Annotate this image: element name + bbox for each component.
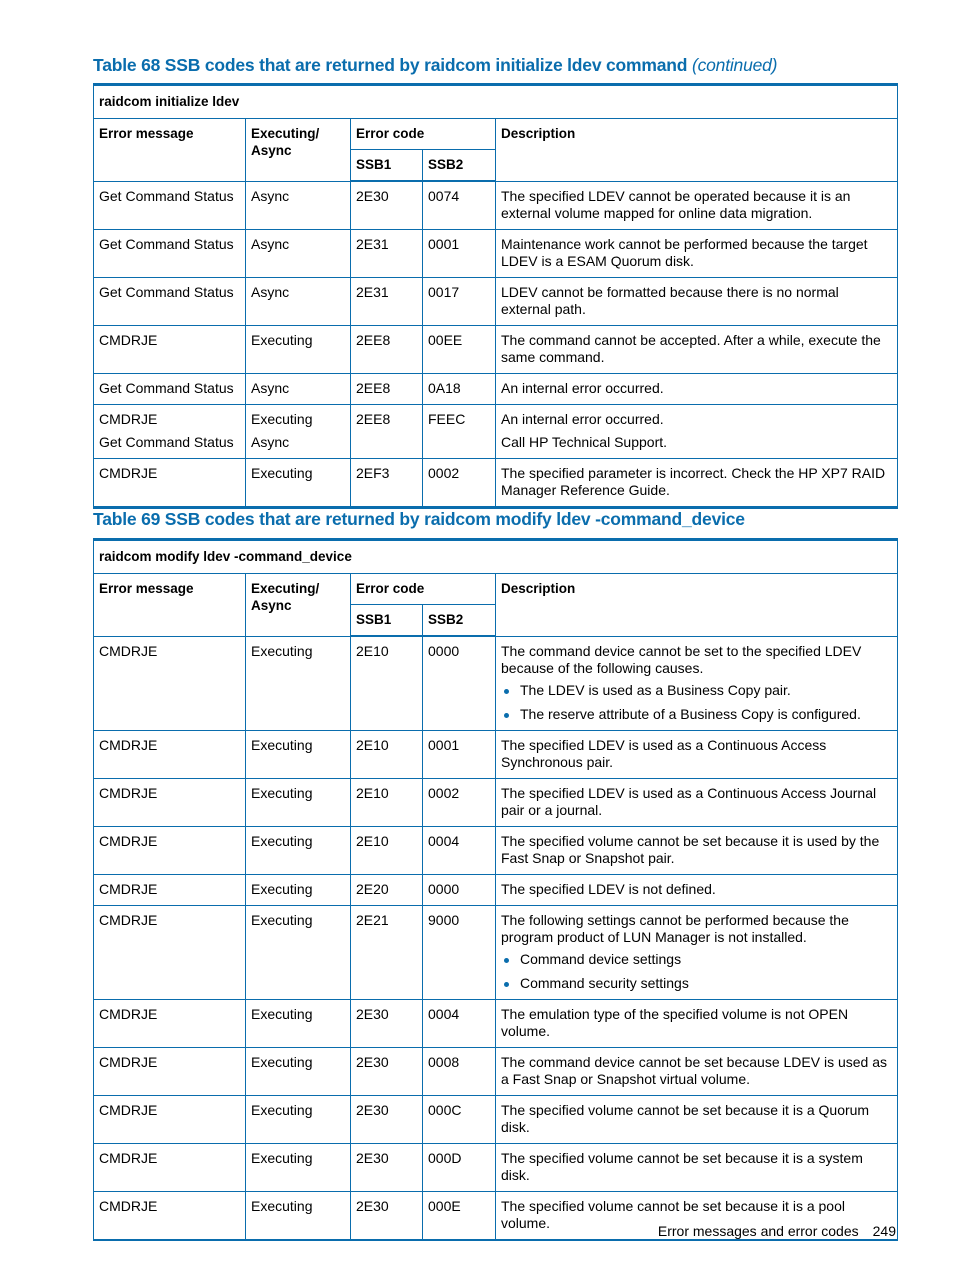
cell-error-message (94, 1191, 246, 1240)
cell-ssb1: 2E30 (351, 1095, 423, 1143)
executing-async-text: Executing (251, 464, 313, 481)
table-body (94, 636, 898, 1240)
table-command-title: raidcom modify ldev -command_device (94, 540, 898, 574)
description-text: An internal error occurred. (501, 379, 664, 396)
col-header-ssb2: SSB2 (423, 150, 496, 182)
cell-error-message (94, 181, 246, 229)
description-bullet: Command device settings (501, 951, 892, 968)
cell-executing-async (246, 404, 351, 458)
error-message-text: Get Command Status (99, 283, 234, 300)
cell-description (496, 1095, 898, 1143)
error-message-text: CMDRJE (99, 1197, 158, 1214)
page-footer (658, 1223, 896, 1239)
cell-error-message (94, 874, 246, 905)
description-text: The command device cannot be set because LDEV is used as a Fast Snap or Snapshot virtual volume. (501, 1053, 887, 1087)
cell-ssb1: 2E31 (351, 277, 423, 325)
executing-async-text: Async (251, 283, 290, 300)
cell-error-message (94, 1047, 246, 1095)
cell-error-message (94, 373, 246, 404)
cell-executing-async (246, 826, 351, 874)
table-row (94, 325, 898, 373)
error-message-text: CMDRJE (99, 410, 158, 427)
description-text: The specified volume cannot be set because it is a pool volume. (501, 1197, 845, 1231)
cell-ssb1: 2E31 (351, 229, 423, 277)
table-row (94, 874, 898, 905)
col-header-error-code: Error code (351, 574, 496, 605)
description-bullet: Command security settings (501, 975, 892, 992)
cell-description (496, 325, 898, 373)
cell-description (496, 999, 898, 1047)
executing-async-text: Executing (251, 911, 313, 928)
cell-error-message (94, 1143, 246, 1191)
executing-async-text: Executing (251, 331, 313, 348)
cell-ssb1: 2EE8 (351, 404, 423, 458)
error-message-text: CMDRJE (99, 784, 158, 801)
error-message-text: CMDRJE (99, 832, 158, 849)
cell-error-message (94, 826, 246, 874)
cell-ssb1: 2E30 (351, 1047, 423, 1095)
ssb-table-69 (93, 538, 898, 1241)
cell-ssb2: 0A18 (423, 373, 496, 404)
cell-executing-async (246, 181, 351, 229)
cell-error-message (94, 778, 246, 826)
description-bullet-list (501, 951, 892, 992)
cell-ssb2: 0001 (423, 229, 496, 277)
cell-ssb2: 000D (423, 1143, 496, 1191)
cell-ssb1: 2EE8 (351, 325, 423, 373)
cell-description (496, 373, 898, 404)
cell-ssb1: 2E30 (351, 999, 423, 1047)
cell-executing-async (246, 1143, 351, 1191)
table-body (94, 181, 898, 507)
table-row (94, 1047, 898, 1095)
description-text: An internal error occurred. (501, 410, 664, 427)
cell-executing-async (246, 874, 351, 905)
cell-ssb1: 2E10 (351, 778, 423, 826)
cell-description (496, 181, 898, 229)
table-row (94, 404, 898, 458)
executing-async-text: Executing (251, 1197, 313, 1214)
cell-ssb1: 2E30 (351, 1191, 423, 1240)
col-header-executing-async: Executing/ Async (246, 574, 351, 637)
cell-error-message (94, 999, 246, 1047)
cell-ssb2: 0074 (423, 181, 496, 229)
cell-ssb1: 2E10 (351, 636, 423, 730)
col-header-ssb1: SSB1 (351, 605, 423, 637)
cell-ssb2: 0001 (423, 730, 496, 778)
table-row (94, 229, 898, 277)
cell-error-message (94, 730, 246, 778)
executing-async-text: Executing (251, 736, 313, 753)
error-message-text: Get Command Status (99, 379, 234, 396)
executing-async-text: Async (251, 187, 290, 204)
col-header-ssb1: SSB1 (351, 150, 423, 182)
cell-ssb2: 0004 (423, 999, 496, 1047)
table-row (94, 730, 898, 778)
table-row (94, 458, 898, 507)
col-header-executing-async: Executing/ Async (246, 119, 351, 182)
cell-ssb2: 0004 (423, 826, 496, 874)
cell-ssb1: 2E10 (351, 730, 423, 778)
cell-ssb1: 2E10 (351, 826, 423, 874)
col-header-ssb2: SSB2 (423, 605, 496, 637)
cell-description (496, 905, 898, 999)
cell-ssb2: 00EE (423, 325, 496, 373)
description-bullet: The reserve attribute of a Business Copy is configured. (501, 706, 892, 723)
cell-description (496, 874, 898, 905)
cell-error-message (94, 1095, 246, 1143)
error-message-text: CMDRJE (99, 331, 158, 348)
description-text: Call HP Technical Support. (501, 433, 668, 450)
description-text: The specified volume cannot be set because it is a Quorum disk. (501, 1101, 870, 1135)
table-row (94, 826, 898, 874)
table-row (94, 778, 898, 826)
cell-description (496, 458, 898, 507)
cell-error-message (94, 905, 246, 999)
table-row (94, 1143, 898, 1191)
error-message-text: CMDRJE (99, 1101, 158, 1118)
table-row (94, 905, 898, 999)
col-header-description: Description (496, 574, 898, 637)
cell-error-message (94, 458, 246, 507)
cell-description (496, 1143, 898, 1191)
executing-async-text: Executing (251, 880, 313, 897)
caption-text: Table 68 SSB codes that are returned by raidcom initialize ldev command (93, 55, 688, 75)
executing-async-text: Async (251, 235, 290, 252)
description-text: The specified LDEV cannot be operated because it is an external volume mapped for online data migration. (501, 187, 851, 221)
description-text: The specified LDEV is not defined. (501, 880, 716, 897)
error-message-text: CMDRJE (99, 642, 158, 659)
cell-description (496, 277, 898, 325)
cell-error-message (94, 325, 246, 373)
error-message-text: Get Command Status (99, 433, 234, 450)
table-row (94, 373, 898, 404)
cell-executing-async (246, 373, 351, 404)
description-text: Maintenance work cannot be performed because the target LDEV is a ESAM Quorum disk. (501, 235, 868, 269)
error-message-text: CMDRJE (99, 911, 158, 928)
cell-executing-async (246, 778, 351, 826)
cell-executing-async (246, 905, 351, 999)
cell-ssb2: 0017 (423, 277, 496, 325)
description-bullet: The LDEV is used as a Business Copy pair. (501, 682, 892, 699)
description-text: The specified volume cannot be set because it is a system disk. (501, 1149, 863, 1183)
cell-ssb2: 0008 (423, 1047, 496, 1095)
executing-async-text: Executing (251, 784, 313, 801)
cell-executing-async (246, 458, 351, 507)
caption-continued: (continued) (691, 55, 778, 75)
description-text: LDEV cannot be formatted because there is no normal external path. (501, 283, 839, 317)
table-68-caption (93, 55, 777, 76)
description-text: The command device cannot be set to the specified LDEV because of the following causes. (501, 642, 862, 676)
cell-executing-async (246, 1047, 351, 1095)
cell-ssb1: 2E20 (351, 874, 423, 905)
cell-ssb2: 0000 (423, 874, 496, 905)
description-bullet-list (501, 682, 892, 723)
error-message-text: Get Command Status (99, 235, 234, 252)
col-header-description: Description (496, 119, 898, 182)
cell-ssb2: 9000 (423, 905, 496, 999)
executing-async-text: Async (251, 433, 290, 450)
description-text: The specified parameter is incorrect. Check the HP XP7 RAID Manager Reference Guide. (501, 464, 886, 498)
cell-ssb2: 0002 (423, 778, 496, 826)
cell-ssb1: 2EF3 (351, 458, 423, 507)
table-command-title: raidcom initialize ldev (94, 85, 898, 119)
executing-async-text: Executing (251, 832, 313, 849)
executing-async-text: Executing (251, 642, 313, 659)
executing-async-text: Executing (251, 1149, 313, 1166)
col-header-error-code: Error code (351, 119, 496, 150)
table-row (94, 999, 898, 1047)
cell-ssb1: 2E30 (351, 181, 423, 229)
error-message-text: Get Command Status (99, 187, 234, 204)
cell-executing-async (246, 636, 351, 730)
error-message-text: CMDRJE (99, 880, 158, 897)
cell-executing-async (246, 277, 351, 325)
error-message-text: CMDRJE (99, 1005, 158, 1022)
cell-description (496, 826, 898, 874)
cell-ssb2: 000C (423, 1095, 496, 1143)
executing-async-text: Async (251, 379, 290, 396)
cell-ssb2: 0000 (423, 636, 496, 730)
cell-ssb1: 2EE8 (351, 373, 423, 404)
executing-async-text: Executing (251, 1053, 313, 1070)
cell-executing-async (246, 999, 351, 1047)
cell-ssb1: 2E30 (351, 1143, 423, 1191)
cell-ssb1: 2E21 (351, 905, 423, 999)
page-number: 249 (872, 1223, 896, 1239)
cell-executing-async (246, 325, 351, 373)
cell-description (496, 1047, 898, 1095)
table-row (94, 277, 898, 325)
cell-executing-async (246, 730, 351, 778)
error-message-text: CMDRJE (99, 736, 158, 753)
cell-executing-async (246, 1191, 351, 1240)
description-text: The following settings cannot be performed because the program product of LUN Manager is not installed. (501, 911, 849, 945)
ssb-table-68 (93, 83, 898, 509)
cell-description (496, 730, 898, 778)
cell-executing-async (246, 229, 351, 277)
cell-error-message (94, 229, 246, 277)
description-text: The specified volume cannot be set because it is used by the Fast Snap or Snapshot pair. (501, 832, 880, 866)
description-text: The emulation type of the specified volume is not OPEN volume. (501, 1005, 849, 1039)
description-text: The specified LDEV is used as a Continuous Access Journal pair or a journal. (501, 784, 877, 818)
error-message-text: CMDRJE (99, 1053, 158, 1070)
executing-async-text: Executing (251, 1005, 313, 1022)
table-69-caption: Table 69 SSB codes that are returned by raidcom modify ldev -command_device (93, 509, 745, 529)
cell-description (496, 229, 898, 277)
error-message-text: CMDRJE (99, 464, 158, 481)
cell-ssb2: 000E (423, 1191, 496, 1240)
cell-error-message (94, 404, 246, 458)
cell-error-message (94, 277, 246, 325)
error-message-text: CMDRJE (99, 1149, 158, 1166)
cell-ssb2: FEEC (423, 404, 496, 458)
footer-section-title: Error messages and error codes (657, 1223, 859, 1239)
cell-ssb2: 0002 (423, 458, 496, 507)
table-row (94, 181, 898, 229)
cell-executing-async (246, 1095, 351, 1143)
col-header-error-message: Error message (94, 574, 246, 637)
description-text: The command cannot be accepted. After a while, execute the same command. (501, 331, 881, 365)
description-text: The specified LDEV is used as a Continuous Access Synchronous pair. (501, 736, 827, 770)
table-row (94, 636, 898, 730)
cell-error-message (94, 636, 246, 730)
executing-async-text: Executing (251, 410, 313, 427)
cell-description (496, 778, 898, 826)
col-header-error-message: Error message (94, 119, 246, 182)
cell-description (496, 404, 898, 458)
executing-async-text: Executing (251, 1101, 313, 1118)
table-row (94, 1095, 898, 1143)
cell-description (496, 636, 898, 730)
